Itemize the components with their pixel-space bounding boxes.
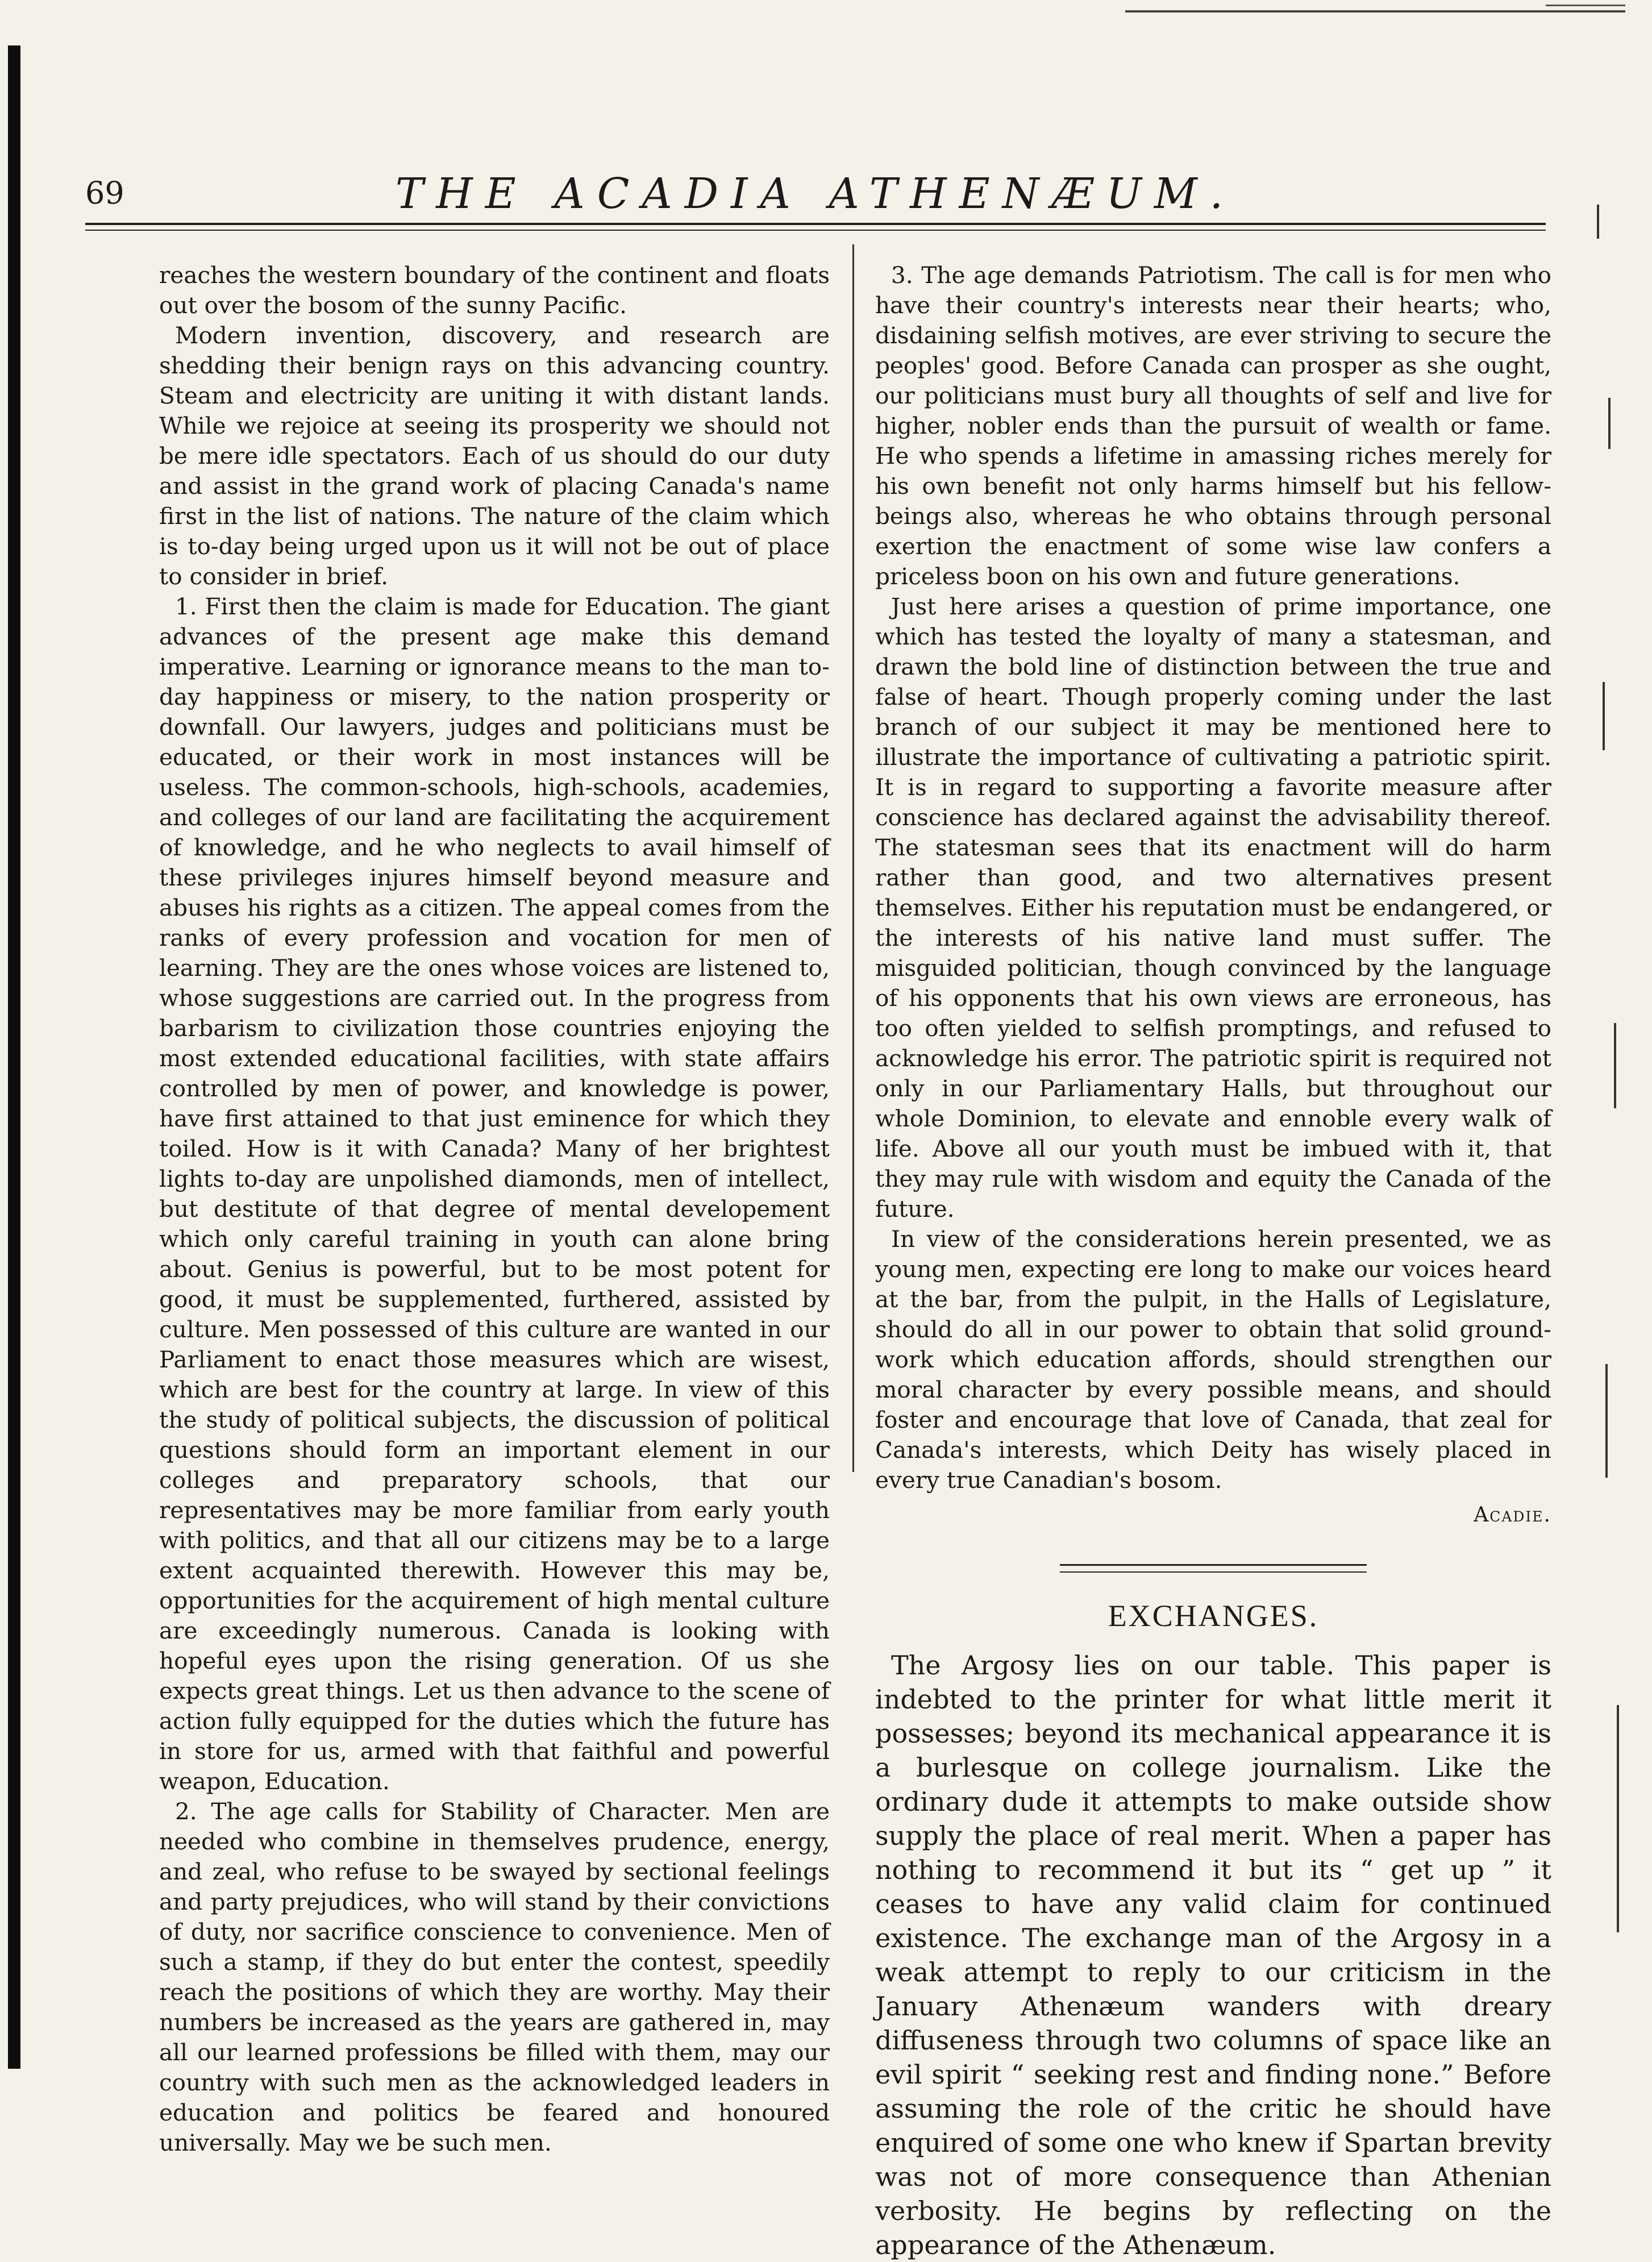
left-column bbox=[159, 260, 830, 2158]
article-signature: Acadie. bbox=[1474, 1503, 1551, 1527]
article-paragraph: reaches the western boundary of the continent and floats out over the bosom of the sunny Pacific. bbox=[159, 261, 830, 319]
masthead-title: THE ACADIA ATHENÆUM. bbox=[395, 169, 1236, 218]
page-number: 69 bbox=[85, 175, 124, 211]
column-divider bbox=[852, 244, 854, 1472]
right-column bbox=[875, 260, 1551, 2262]
page-header bbox=[85, 169, 1546, 238]
section-rule-thin bbox=[1060, 1571, 1367, 1573]
top-edge-rule-small bbox=[1546, 5, 1625, 6]
article-paragraph: 3. The age demands Patriotism. The call is for men who have their country's interests near their hearts; who, disdaining selfish motives, are ever striving to secure the peoples' good. Before Canada can prosper as she ought, our politicians must bury all thoughts of self and live for higher, nobler ends than the pursuit of wealth or fame. He who spends a lifetime in amassing riches merely for his own benefit not only harms himself but his fellow-beings also, whereas he who obtains through personal exertion the enactment of some wise law confers a priceless boon on his own and future generations. bbox=[875, 261, 1551, 590]
article-paragraph: Just here arises a question of prime importance, one which has tested the loyalty of many a statesman, and drawn the bold line of distinction between the true and false of heart. Though properly coming under the last branch of our subject it may be mentioned here to illustrate the importance of cultivating a patriotic spirit. It is in regard to supporting a favorite measure after conscience has declared against the advisability thereof. The statesman sees that its enactment will do harm rather than good, and two alternatives present themselves. Either his reputation must be endangered, or the interests of his native land must suffer. The misguided politician, though convinced by the language of his opponents that his own views are erroneous, has too often yielded to selfish promptings, and refused to acknowledge his error. The patriotic spirit is required not only in our Parliamentary Halls, but throughout our whole Dominion, to elevate and ennoble every walk of life. Above all our youth must be imbued with it, that they may rule with wisdom and equity the Canada of the future. bbox=[875, 593, 1551, 1223]
article-paragraph: Modern invention, discovery, and research are shedding their benign rays on this advancing country. Steam and electricity are uniting it with distant lands. While we rejoice at seeing its prosperity we should not be mere idle spectators. Each of us should do our duty and assist in the grand work of placing Canada's name first in the list of nations. The nature of the claim which is to-day being urged upon us it will not be out of place to consider in brief. bbox=[159, 322, 830, 590]
article-paragraph: 2. The age calls for Stability of Character. Men are needed who combine in themselves prudence, energy, and zeal, who refuse to be swayed by sectional feelings and party prejudices, who will stand by their convictions of duty, nor sacrifice conscience to convenience. Men of such a stamp, if they do but enter the contest, speedily reach the positions of which they are worthy. May their numbers be increased as the years are gathered in, may all our learned professions be filled with them, may our country with such men as the acknowledged leaders in education and politics be feared and honoured universally. May we be such men. bbox=[159, 1798, 830, 2156]
section-rule bbox=[1060, 1564, 1367, 1566]
article-paragraph: In view of the considerations herein presented, we as young men, expecting ere long to make our voices heard at the bar, from the pulpit, in the Halls of Legislature, should do all in our power to obtain that solid ground-work which education affords, should strengthen our moral character by every possible means, and should foster and encourage that love of Canada, that zeal for Canada's interests, which Deity has wisely placed in every true Canadian's bosom. bbox=[875, 1225, 1551, 1494]
scan-edge-marks bbox=[1591, 171, 1637, 2046]
header-rule-thick bbox=[85, 223, 1546, 225]
binding-edge bbox=[8, 45, 20, 2069]
exchanges-paragraph: The Argosy lies on our table. This paper is indebted to the printer for what little merit it possesses; beyond its mechanical appearance it is a burlesque on college journalism. Like the ordinary dude it attempts to make outside show supply the place of real merit. When a paper has nothing to recommend it but its “ get up ” it ceases to have any valid claim for continued existence. The exchange man of the Argosy in a weak attempt to reply to our criticism in the January Athenæum wanders with dreary diffuseness through two columns of space like an evil spirit “ seeking rest and finding none.” Before assuming the role of the critic he should have enquired of some one who knew if Spartan brevity was not of more consequence than Athenian verbosity. He begins by reflecting on the appearance of the Athenæum. bbox=[875, 1650, 1551, 2260]
article-paragraph: 1. First then the claim is made for Education. The giant advances of the present age make this demand imperative. Learning or ignorance means to the man to-day happiness or misery, to the nation prosperity or downfall. Our lawyers, judges and politicians must be educated, or their work in most instances will be useless. The common-schools, high-schools, academies, and colleges of our land are facilitating the acquirement of knowledge, and he who neglects to avail himself of these privileges injures himself beyond measure and abuses his rights as a citizen. The appeal comes from the ranks of every profession and vocation for men of learning. They are the ones whose voices are listened to, whose suggestions are carried out. In the progress from barbarism to civilization those countries enjoying the most extended educational facilities, with state affairs controlled by men of power, and knowledge is power, have first attained to that just eminence for which they toiled. How is it with Canada? Many of her brightest lights to-day are unpolished diamonds, men of intellect, but destitute of that degree of mental developement which only careful training in youth can alone bring about. Genius is powerful, but to be most potent for good, it must be supplemented, furthered, assisted by culture. Men possessed of this culture are wanted in our Parliament to enact those measures which are wisest, which are best for the country at large. In view of this the study of political subjects, the discussion of political questions should form an important element in our colleges and preparatory schools, that our representatives may be more familiar from early youth with politics, and that all our citizens may be to a large extent acquainted therewith. However this may be, opportunities for the acquirement of high mental culture are exceedingly numerous. Canada is looking with hopeful eyes upon the rising generation. Of us she expects great things. Let us then advance to the scene of action fully equipped for the duties which the future has in store for us, armed with that faithful and powerful weapon, Education. bbox=[159, 593, 830, 1795]
top-edge-rule bbox=[1125, 10, 1625, 13]
header-rule-thin bbox=[85, 230, 1546, 231]
exchanges-heading: EXCHANGES. bbox=[1108, 1599, 1319, 1633]
